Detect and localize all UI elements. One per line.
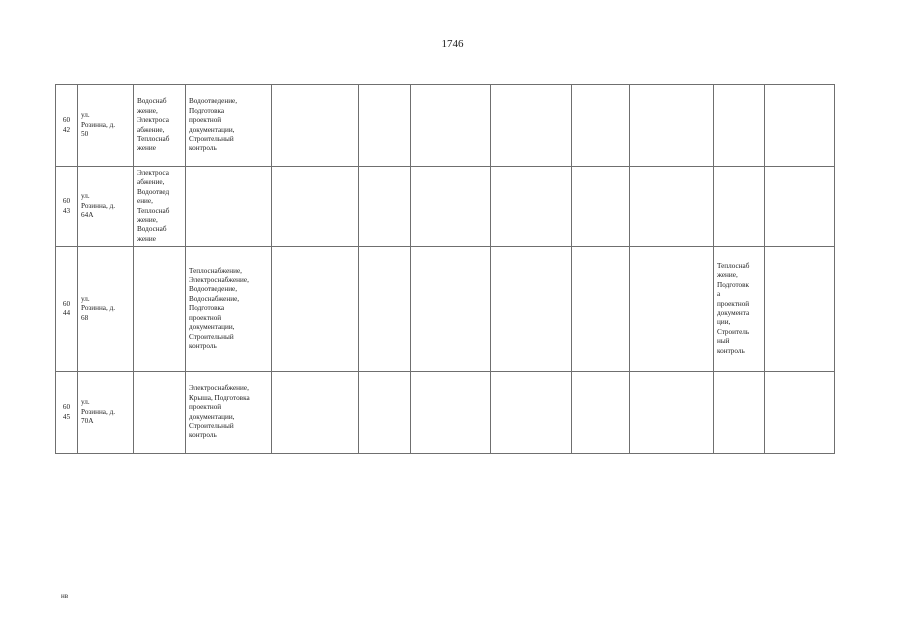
works-table xyxy=(55,84,835,454)
work-types-cell: Теплоснаб жение, Подготовк а проектной документа ции, Строитель ный контроль xyxy=(714,247,765,372)
empty-cell xyxy=(359,247,411,372)
empty-cell xyxy=(630,247,714,372)
empty-cell xyxy=(272,247,359,372)
work-types-cell xyxy=(714,372,765,454)
empty-cell xyxy=(411,247,491,372)
work-types-cell: Теплоснабжение, Электроснабжение, Водоотведение, Водоснабжение, Подготовка проектной документации, Строительный контроль xyxy=(186,247,272,372)
empty-cell xyxy=(272,167,359,247)
empty-cell xyxy=(272,372,359,454)
row-number-cell: 60 42 xyxy=(56,85,78,167)
empty-cell xyxy=(491,85,572,167)
empty-cell xyxy=(572,372,630,454)
page-number: 1746 xyxy=(441,38,464,50)
empty-cell xyxy=(572,167,630,247)
table-row xyxy=(56,372,835,454)
empty-cell xyxy=(359,372,411,454)
table-row xyxy=(56,85,835,167)
work-types-cell: Электроса абжение, Водоотвед ение, Теплоснаб жение, Водоснаб жение xyxy=(134,167,186,247)
empty-cell xyxy=(630,167,714,247)
work-types-cell: Электроснабжение, Крыша, Подготовка проектной документации, Строительный контроль xyxy=(186,372,272,454)
address-cell: ул. Розинна, д. 64А xyxy=(78,167,134,247)
table-row xyxy=(56,167,835,247)
address-cell: ул. Розинна, д. 68 xyxy=(78,247,134,372)
work-types-cell: Водоснаб жение, Электроса абжение, Теплоснаб жение xyxy=(134,85,186,167)
empty-cell xyxy=(491,372,572,454)
empty-cell xyxy=(491,167,572,247)
work-types-cell xyxy=(714,85,765,167)
empty-cell xyxy=(359,85,411,167)
empty-cell xyxy=(765,247,835,372)
work-types-cell xyxy=(134,372,186,454)
address-cell: ул. Розинна, д. 50 xyxy=(78,85,134,167)
row-number-cell: 60 45 xyxy=(56,372,78,454)
empty-cell xyxy=(630,85,714,167)
empty-cell xyxy=(491,247,572,372)
work-types-cell xyxy=(186,167,272,247)
empty-cell xyxy=(765,167,835,247)
address-cell: ул. Розинна, д. 70А xyxy=(78,372,134,454)
empty-cell xyxy=(630,372,714,454)
work-types-cell xyxy=(134,247,186,372)
row-number-cell: 60 43 xyxy=(56,167,78,247)
empty-cell xyxy=(272,85,359,167)
footer-mark: нв xyxy=(61,592,69,600)
work-types-cell xyxy=(714,167,765,247)
empty-cell xyxy=(572,85,630,167)
work-types-cell: Водоотведение, Подготовка проектной документации, Строительный контроль xyxy=(186,85,272,167)
row-number-cell: 60 44 xyxy=(56,247,78,372)
empty-cell xyxy=(765,372,835,454)
empty-cell xyxy=(359,167,411,247)
empty-cell xyxy=(411,372,491,454)
empty-cell xyxy=(411,167,491,247)
empty-cell xyxy=(572,247,630,372)
empty-cell xyxy=(411,85,491,167)
table-row xyxy=(56,247,835,372)
empty-cell xyxy=(765,85,835,167)
